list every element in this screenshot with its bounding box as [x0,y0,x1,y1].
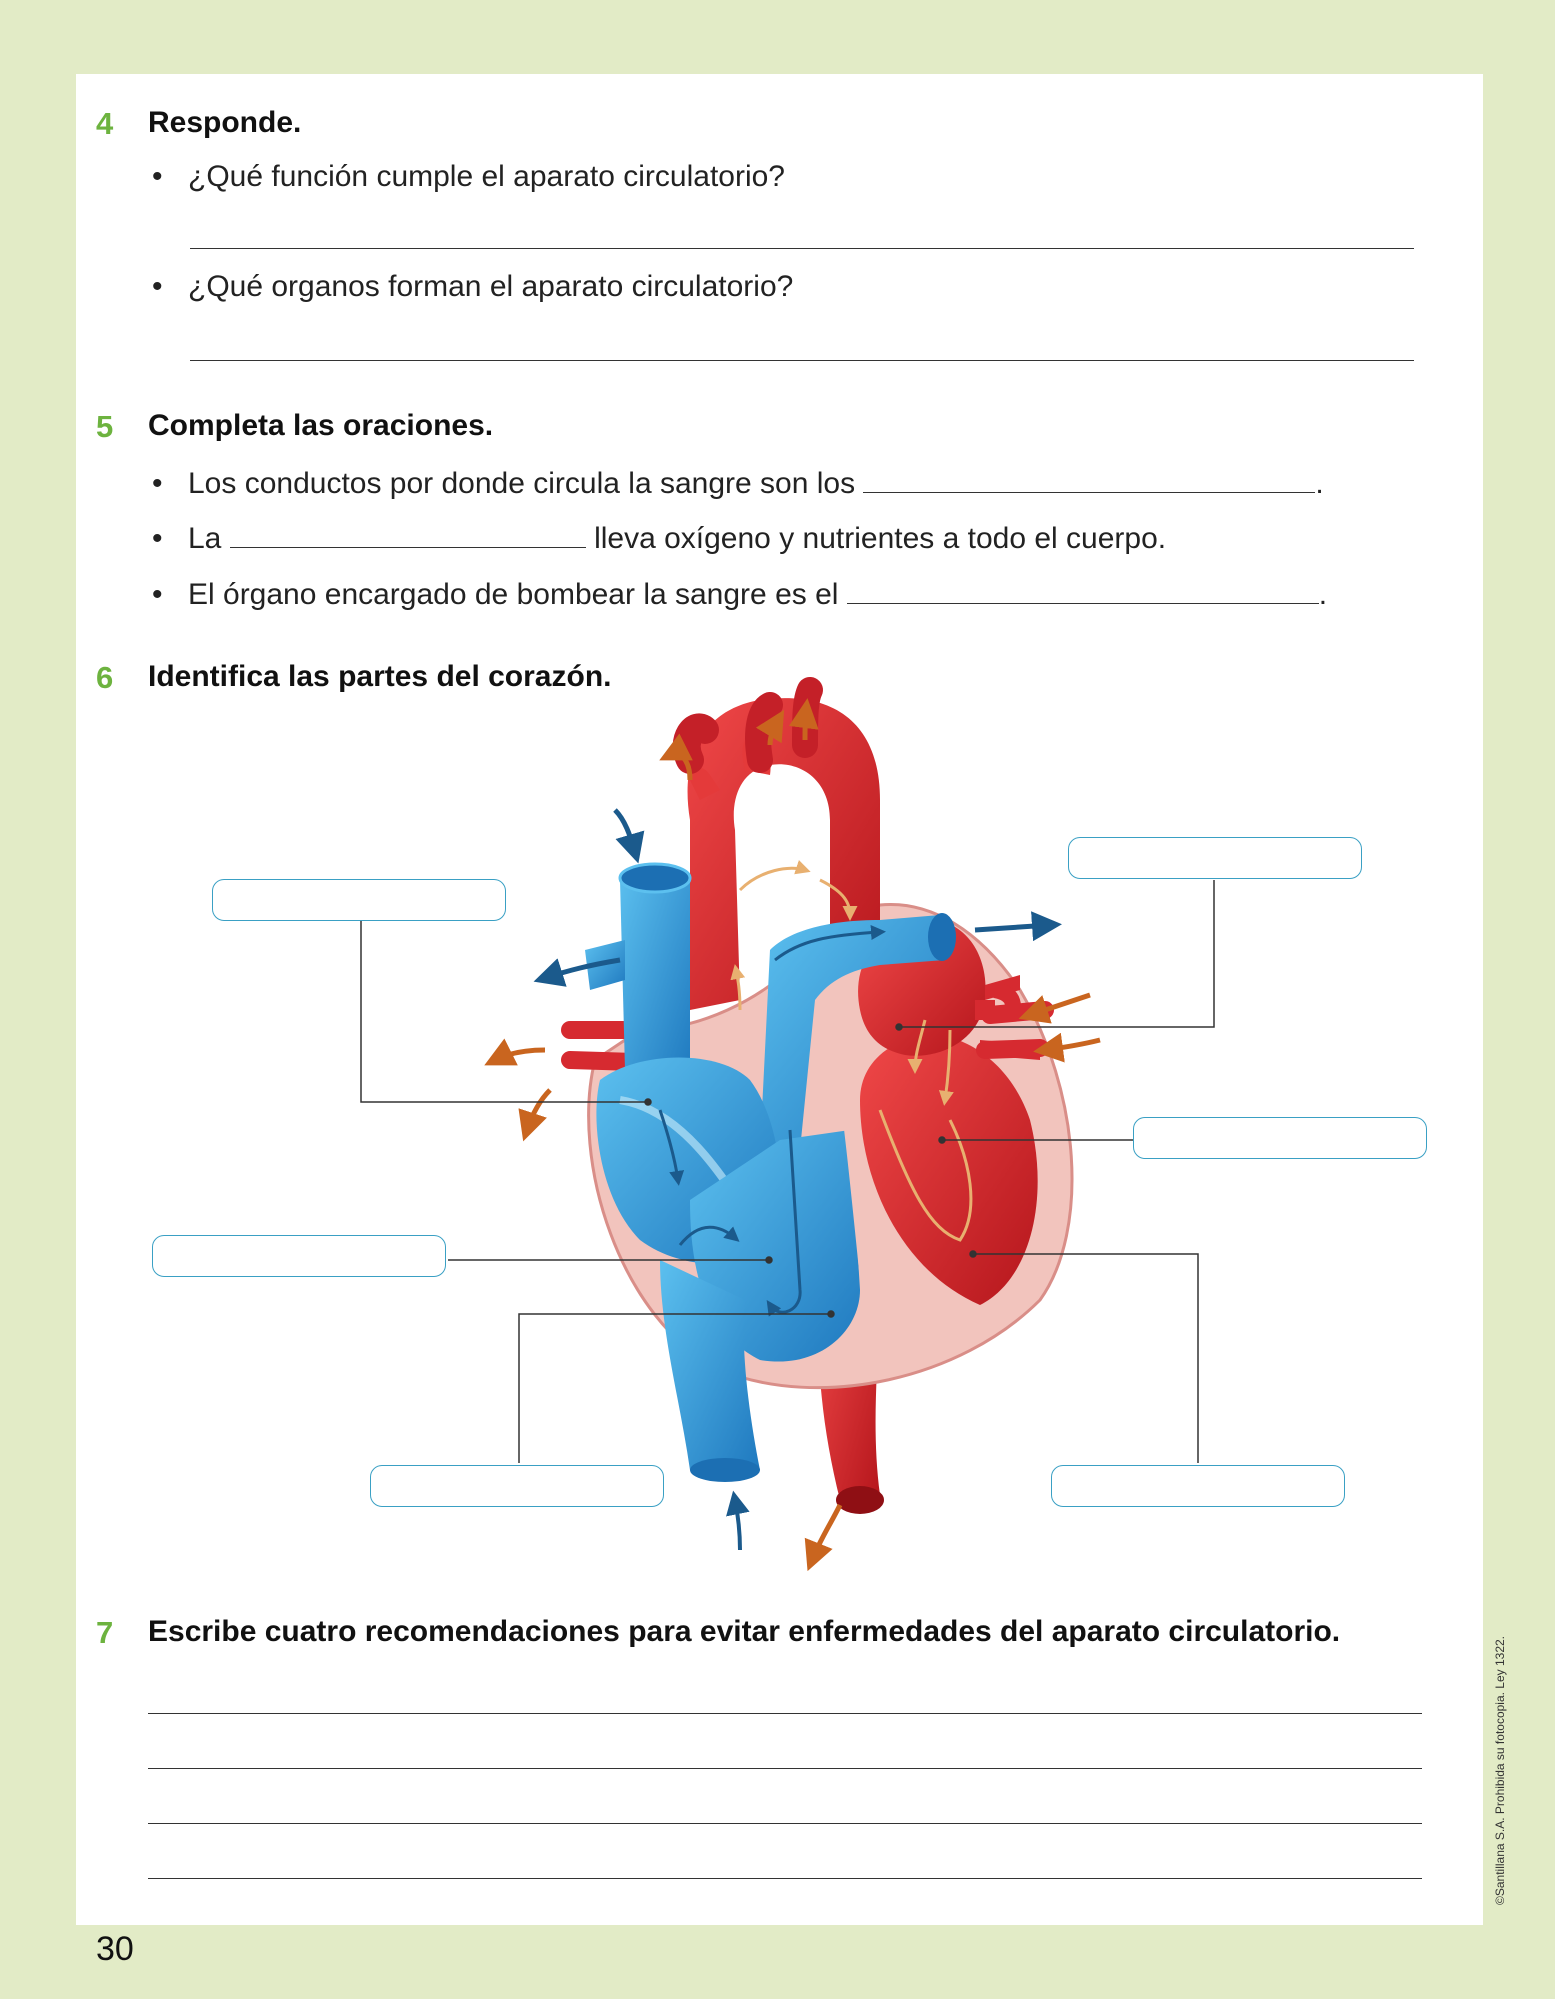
fill-blank-1[interactable] [863,464,1315,493]
fill-blank-3[interactable] [847,575,1319,604]
question-4-item-1 [152,160,785,194]
page-number: 30 [96,1930,134,1968]
sentence-1-text: Los conductos por donde circula la sangre son los [188,467,856,500]
question-5-title: Completa las oraciones. [148,409,494,442]
answer-line-7-1[interactable] [148,1713,1422,1714]
label-box-middle-left[interactable] [152,1235,446,1277]
bullet: • [152,522,163,555]
question-6-title: Identifica las partes del corazón. [148,660,612,693]
bullet: • [152,160,163,193]
question-4-item-2 [152,270,793,304]
answer-line-7-3[interactable] [148,1823,1422,1824]
sentence-3-end: . [1318,578,1328,611]
question-5-sentence-3 [152,575,1327,612]
question-4-number: 4 [96,106,114,141]
bullet: • [152,467,163,500]
label-box-top-left[interactable] [212,879,506,921]
answer-line-4-2[interactable] [190,360,1414,361]
sentence-1-end: . [1315,467,1324,500]
label-box-top-right[interactable] [1068,837,1362,879]
sentence-2-text: lleva oxígeno y nutrientes a todo el cuerpo. [594,522,1167,555]
question-5-sentence-2 [152,519,1166,556]
bullet: • [152,270,163,303]
question-4-item-1-text: ¿Qué función cumple el aparato circulatorio? [188,160,785,193]
question-6-number: 6 [96,660,114,695]
question-7-title: Escribe cuatro recomendaciones para evitar enfermedades del aparato circulatorio. [148,1615,1341,1648]
answer-line-4-1[interactable] [190,248,1414,249]
question-5-number: 5 [96,409,114,444]
sentence-2-start: La [188,522,222,555]
label-box-middle-right[interactable] [1133,1117,1427,1159]
bullet: • [152,578,163,611]
sentence-3-text: El órgano encargado de bombear la sangre es el [188,578,839,611]
question-4-item-2-text: ¿Qué organos forman el aparato circulatorio? [188,270,794,303]
fill-blank-2[interactable] [230,519,586,548]
answer-line-7-2[interactable] [148,1768,1422,1769]
copyright-notice: ©Santillana S.A. Prohibida su fotocopia. Ley 1322. [1493,1635,1507,1905]
label-box-bottom-left[interactable] [370,1465,664,1507]
answer-line-7-4[interactable] [148,1878,1422,1879]
question-7-number: 7 [96,1615,114,1650]
question-5-sentence-1 [152,464,1324,501]
question-4-title: Responde. [148,106,302,139]
label-box-bottom-right[interactable] [1051,1465,1345,1507]
